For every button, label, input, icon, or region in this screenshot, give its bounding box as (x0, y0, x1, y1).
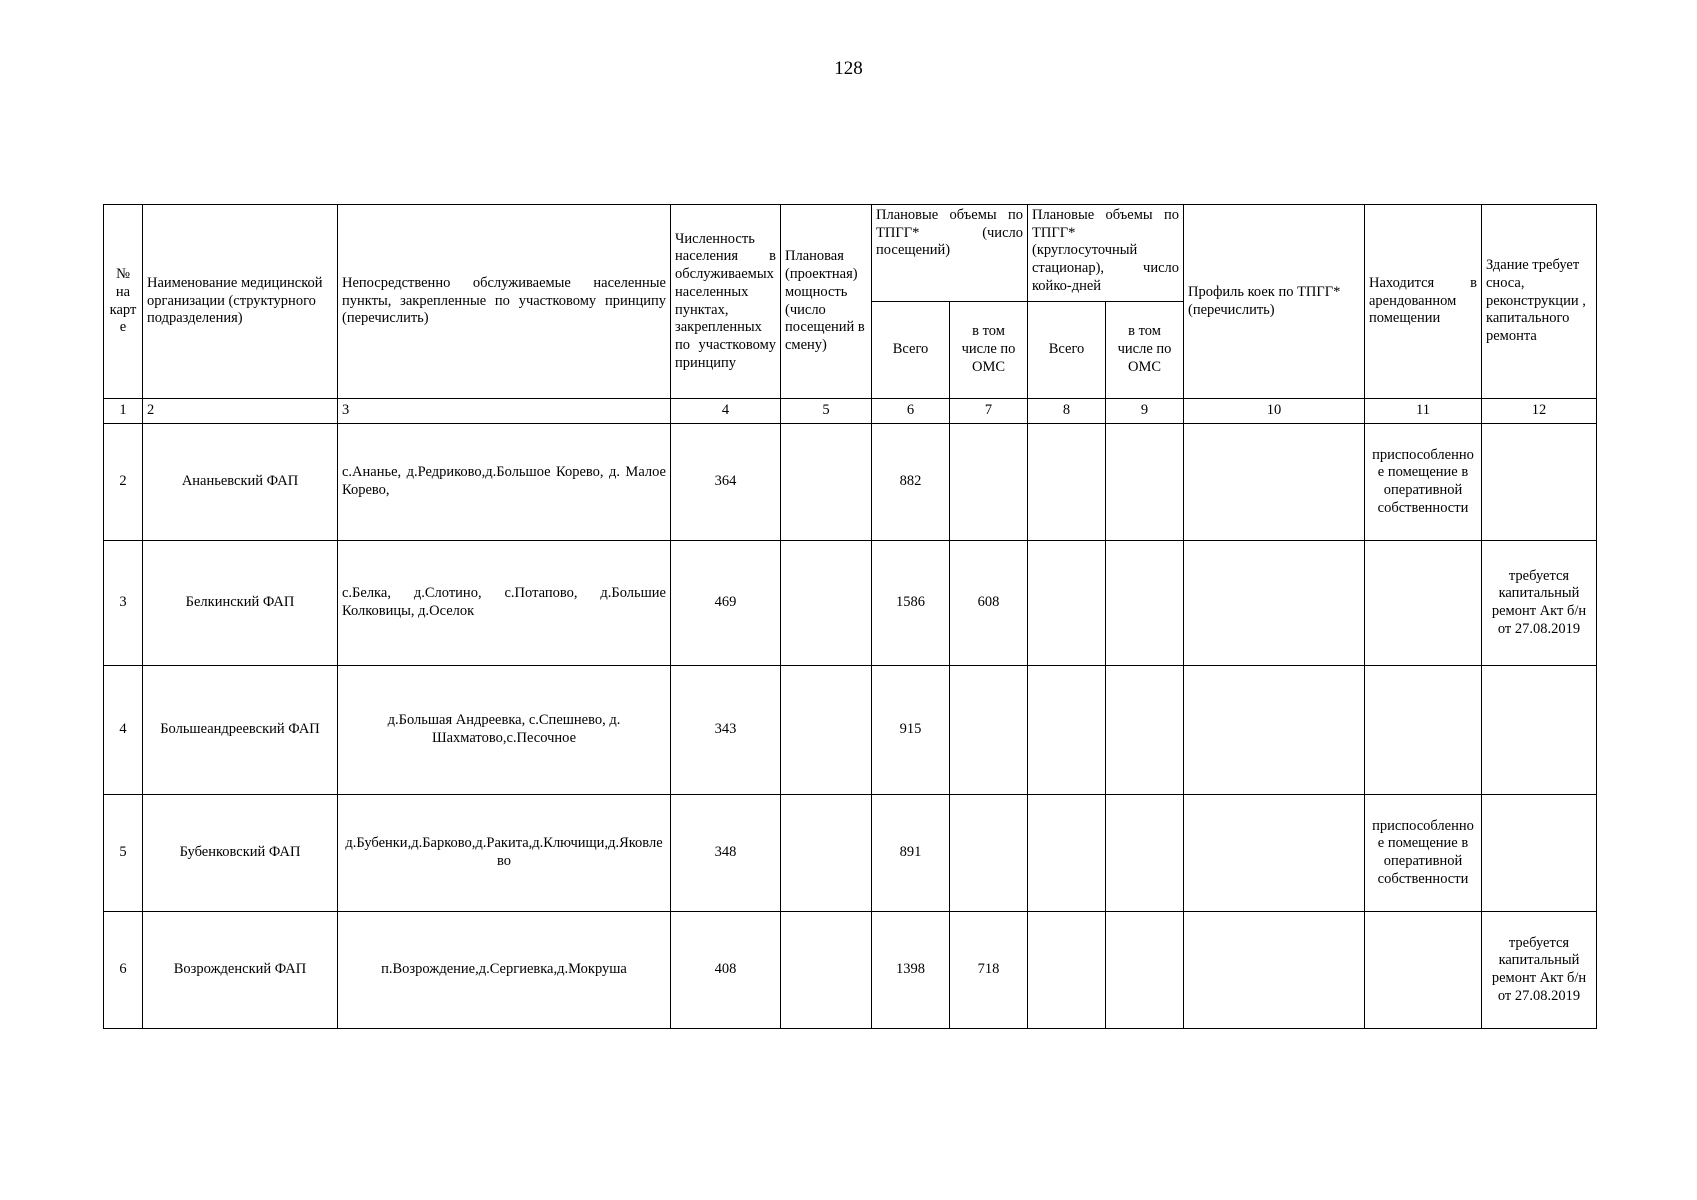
row-visits-oms (950, 795, 1028, 912)
row-bed-profile (1184, 666, 1365, 795)
row-capacity (781, 912, 872, 1029)
header-map-number: № на карте (104, 205, 143, 399)
header-organization-name: Наименование медицинской организации (структурного подразделения) (143, 205, 338, 399)
row-beds-oms (1106, 666, 1184, 795)
column-number: 8 (1028, 399, 1106, 424)
row-visits-total: 891 (872, 795, 950, 912)
row-rented-premises: приспособленное помещение в оперативной собственности (1365, 795, 1482, 912)
row-beds-oms (1106, 795, 1184, 912)
table-row (104, 795, 1597, 912)
table-row (104, 541, 1597, 666)
row-visits-total: 882 (872, 424, 950, 541)
row-map-number: 4 (104, 666, 143, 795)
column-number: 9 (1106, 399, 1184, 424)
header-bed-profile: Профиль коек по ТПГГ* (перечислить) (1184, 205, 1365, 399)
row-building-repair: требуется капитальный ремонт Акт б/н от 27.08.2019 (1482, 912, 1597, 1029)
column-number: 5 (781, 399, 872, 424)
row-visits-oms (950, 666, 1028, 795)
row-capacity (781, 666, 872, 795)
row-visits-total: 915 (872, 666, 950, 795)
row-beds-oms (1106, 912, 1184, 1029)
facilities-table (103, 204, 1597, 1029)
row-beds-oms (1106, 541, 1184, 666)
row-rented-premises (1365, 912, 1482, 1029)
table-row (104, 666, 1597, 795)
row-organization-name: Ананьевский ФАП (143, 424, 338, 541)
row-visits-oms (950, 424, 1028, 541)
row-beds-total (1028, 541, 1106, 666)
row-visits-oms: 608 (950, 541, 1028, 666)
header-visits-oms: в том числе по ОМС (950, 302, 1028, 399)
row-organization-name: Бубенковский ФАП (143, 795, 338, 912)
table-row (104, 912, 1597, 1029)
row-visits-total: 1586 (872, 541, 950, 666)
header-visits-total: Всего (872, 302, 950, 399)
header-beds-oms: в том числе по ОМС (1106, 302, 1184, 399)
row-bed-profile (1184, 912, 1365, 1029)
header-population: Численность населения в обслуживаемых населенных пунктах, закрепленных по участковому принципу (671, 205, 781, 399)
column-number: 12 (1482, 399, 1597, 424)
header-planned-visits: Плановые объемы по ТПГГ* (число посещений) (872, 205, 1028, 302)
row-served-settlements: п.Возрождение,д.Сергиевка,д.Мокруша (338, 912, 671, 1029)
row-map-number: 3 (104, 541, 143, 666)
row-rented-premises (1365, 666, 1482, 795)
row-rented-premises (1365, 541, 1482, 666)
column-number: 10 (1184, 399, 1365, 424)
row-beds-oms (1106, 424, 1184, 541)
row-beds-total (1028, 666, 1106, 795)
row-bed-profile (1184, 541, 1365, 666)
row-capacity (781, 424, 872, 541)
column-number: 4 (671, 399, 781, 424)
row-building-repair: требуется капитальный ремонт Акт б/н от 27.08.2019 (1482, 541, 1597, 666)
row-organization-name: Белкинский ФАП (143, 541, 338, 666)
row-rented-premises: приспособленное помещение в оперативной собственности (1365, 424, 1482, 541)
row-map-number: 5 (104, 795, 143, 912)
row-beds-total (1028, 424, 1106, 541)
header-rented-premises: Находится в арендованном помещении (1365, 205, 1482, 399)
row-visits-total: 1398 (872, 912, 950, 1029)
row-served-settlements: д.Большая Андреевка, с.Спешнево, д. Шахматово,с.Песочное (338, 666, 671, 795)
row-beds-total (1028, 795, 1106, 912)
row-served-settlements: с.Ананье, д.Редриково,д.Большое Корево, д. Малое Корево, (338, 424, 671, 541)
header-building-repair: Здание требует сноса, реконструкции , капитального ремонта (1482, 205, 1597, 399)
row-organization-name: Возрожденский ФАП (143, 912, 338, 1029)
row-organization-name: Большеандреевский ФАП (143, 666, 338, 795)
column-number: 3 (338, 399, 671, 424)
row-population: 348 (671, 795, 781, 912)
row-population: 364 (671, 424, 781, 541)
row-population: 343 (671, 666, 781, 795)
header-beds-total: Всего (1028, 302, 1106, 399)
row-visits-oms: 718 (950, 912, 1028, 1029)
row-bed-profile (1184, 795, 1365, 912)
header-capacity: Плановая (проектная) мощность (число посещений в смену) (781, 205, 872, 399)
row-population: 469 (671, 541, 781, 666)
table-body (104, 424, 1597, 1029)
column-number: 1 (104, 399, 143, 424)
column-number: 2 (143, 399, 338, 424)
row-population: 408 (671, 912, 781, 1029)
column-number: 7 (950, 399, 1028, 424)
row-capacity (781, 795, 872, 912)
row-served-settlements: д.Бубенки,д.Барково,д.Ракита,д.Ключищи,д.Яковлево (338, 795, 671, 912)
table-row (104, 424, 1597, 541)
page-number: 128 (834, 58, 863, 79)
row-map-number: 6 (104, 912, 143, 1029)
row-served-settlements: с.Белка, д.Слотино, с.Потапово, д.Большие Колковицы, д.Оселок (338, 541, 671, 666)
row-building-repair (1482, 424, 1597, 541)
header-served-settlements: Непосредственно обслуживаемые населенные пункты, закрепленные по участковому принципу (перечислить) (338, 205, 671, 399)
row-capacity (781, 541, 872, 666)
row-map-number: 2 (104, 424, 143, 541)
column-number: 6 (872, 399, 950, 424)
column-numbers-row (104, 399, 1597, 424)
row-beds-total (1028, 912, 1106, 1029)
header-planned-bed-days: Плановые объемы по ТПГГ* (круглосуточный стационар), число койко-дней (1028, 205, 1184, 302)
table-header (104, 205, 1597, 424)
column-number: 11 (1365, 399, 1482, 424)
row-bed-profile (1184, 424, 1365, 541)
row-building-repair (1482, 795, 1597, 912)
row-building-repair (1482, 666, 1597, 795)
